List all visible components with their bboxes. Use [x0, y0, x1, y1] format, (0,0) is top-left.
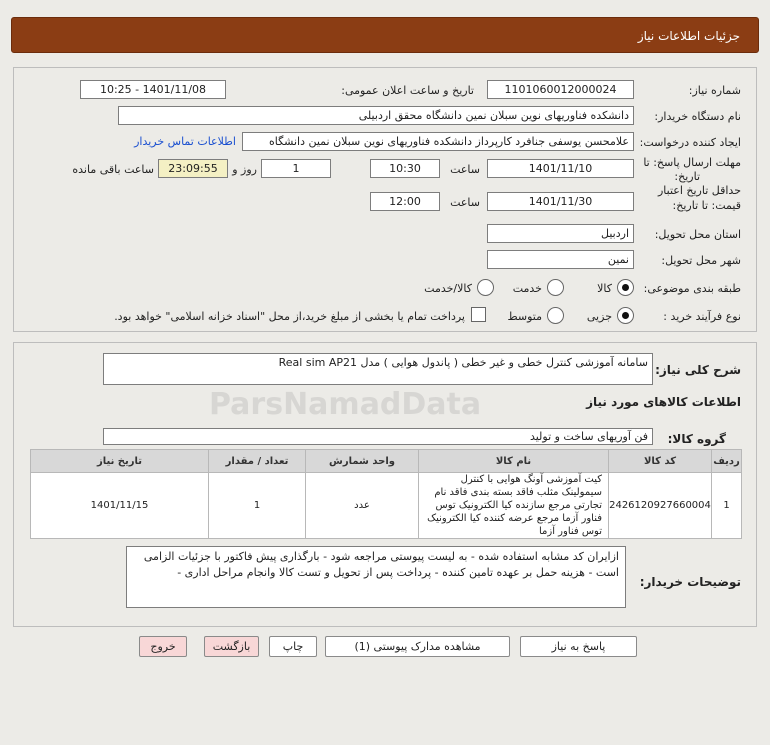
- process-option-medium: متوسط: [507, 310, 542, 323]
- cell-row: 1: [712, 473, 742, 539]
- process-radio-minor[interactable]: [617, 307, 634, 324]
- requester-field: علامحسن یوسفی جنافرد کارپرداز دانشکده فناوریهای نوین سبلان نمین دانشگاه: [242, 132, 634, 151]
- contact-buyer-link[interactable]: اطلاعات تماس خریدار: [134, 135, 236, 148]
- watermark: ParsNamadData: [209, 387, 482, 422]
- col-name: نام کالا: [419, 450, 609, 473]
- print-button[interactable]: چاپ: [269, 636, 317, 657]
- need-number-field: 1101060012000024: [487, 80, 634, 99]
- category-radio-service[interactable]: [547, 279, 564, 296]
- treasury-payment-checkbox[interactable]: [471, 307, 486, 322]
- buyer-notes-label: توضیحات خریدار:: [639, 575, 741, 589]
- announce-label: تاریخ و ساعت اعلان عمومی:: [341, 84, 474, 97]
- back-button[interactable]: بازگشت: [204, 636, 259, 657]
- buyer-org-label: نام دستگاه خریدار:: [654, 110, 741, 123]
- reply-deadline-label: مهلت ارسال پاسخ: تا: [643, 156, 741, 169]
- reply-time-label: ساعت: [450, 163, 480, 176]
- need-info-panel: [13, 67, 757, 332]
- price-time-label: ساعت: [450, 196, 480, 209]
- page-header: [11, 17, 759, 53]
- table-row: [31, 473, 742, 539]
- price-validity-label: حداقل تاریخ اعتبار: [657, 184, 741, 197]
- category-option-service: خدمت: [512, 282, 542, 295]
- process-radio-medium[interactable]: [547, 307, 564, 324]
- province-field: اردبیل: [487, 224, 634, 243]
- goods-panel: [13, 342, 757, 627]
- col-qty: تعداد / مقدار: [209, 450, 306, 473]
- cell-qty: 1: [209, 473, 306, 539]
- days-label: روز و: [232, 163, 257, 176]
- need-number-label: شماره نیاز:: [688, 84, 741, 97]
- buyer-notes-field: ازایران کد مشابه استفاده شده - به لیست پیوستی مراجعه شود - بارگذاری پیش فاکتور با جزئیات الزامی است - هزینه حمل بر عهده تامین کننده - پرداخت پس از تحویل و تست کالا وانجام مراحل اداری -: [126, 546, 626, 608]
- city-field: نمین: [487, 250, 634, 269]
- cell-code: 2426120927660004: [609, 473, 712, 539]
- attachments-button[interactable]: مشاهده مدارک پیوستی (1): [325, 636, 510, 657]
- col-row: ردیف: [712, 450, 742, 473]
- announce-field: 1401/11/08 - 10:25: [80, 80, 226, 99]
- goods-group-label: گروه کالا:: [667, 432, 726, 446]
- exit-button[interactable]: خروج: [139, 636, 187, 657]
- days-field: 1: [261, 159, 331, 178]
- goods-table: [30, 449, 742, 539]
- remaining-label: ساعت باقی مانده: [72, 163, 154, 176]
- reply-time-field: 10:30: [370, 159, 440, 178]
- remaining-time-field: 23:09:55: [158, 159, 228, 178]
- category-label: طبقه بندی موضوعی:: [643, 282, 741, 295]
- process-option-minor: جزیی: [586, 310, 612, 323]
- price-validity-label-2: قیمت: تا تاریخ:: [672, 199, 741, 212]
- category-radio-goods-service[interactable]: [477, 279, 494, 296]
- cell-name: کیت آموزشی آونگ هوایی با کنترل سیمولینک مثلب فاقد بسته بندی فاقد نام تجارتی مرجع سازنده کیا الکترونیک توس فناور آزما مرجع عرضه کننده کیا الکترونیک توس فناور آزما: [419, 473, 609, 539]
- category-option-goods-service: کالا/خدمت: [424, 282, 472, 295]
- col-code: کد کالا: [609, 450, 712, 473]
- city-label: شهر محل تحویل:: [661, 254, 741, 267]
- col-unit: واحد شمارش: [306, 450, 419, 473]
- price-time-field: 12:00: [370, 192, 440, 211]
- goods-info-title: اطلاعات کالاهای مورد نیاز: [586, 395, 741, 409]
- payment-note: پرداخت تمام یا بخشی از مبلغ خرید،از محل "اسناد خزانه اسلامی" خواهد بود.: [114, 310, 465, 323]
- province-label: استان محل تحویل:: [654, 228, 741, 241]
- price-date-field: 1401/11/30: [487, 192, 634, 211]
- page-title: جزئیات اطلاعات نیاز: [637, 29, 740, 43]
- col-date: تاریخ نیاز: [31, 450, 209, 473]
- reply-date-field: 1401/11/10: [487, 159, 634, 178]
- cell-unit: عدد: [306, 473, 419, 539]
- category-radio-goods[interactable]: [617, 279, 634, 296]
- category-option-goods: کالا: [597, 282, 612, 295]
- process-label: نوع فرآیند خرید :: [663, 310, 741, 323]
- general-desc-field: سامانه آموزشی کنترل خطی و غیر خطی ( پاندول هوایی ) مدل Real sim AP21: [103, 353, 653, 385]
- requester-label: ایجاد کننده درخواست:: [639, 136, 741, 149]
- general-desc-label: شرح کلی نیاز:: [655, 363, 741, 377]
- goods-group-field: فن آوریهای ساخت و تولید: [103, 428, 653, 445]
- reply-button[interactable]: پاسخ به نیاز: [520, 636, 637, 657]
- reply-deadline-label-2: تاریخ:: [674, 170, 700, 183]
- cell-date: 1401/11/15: [31, 473, 209, 539]
- buyer-org-field: دانشکده فناوریهای نوین سبلان نمین دانشگاه محقق اردبیلی: [118, 106, 634, 125]
